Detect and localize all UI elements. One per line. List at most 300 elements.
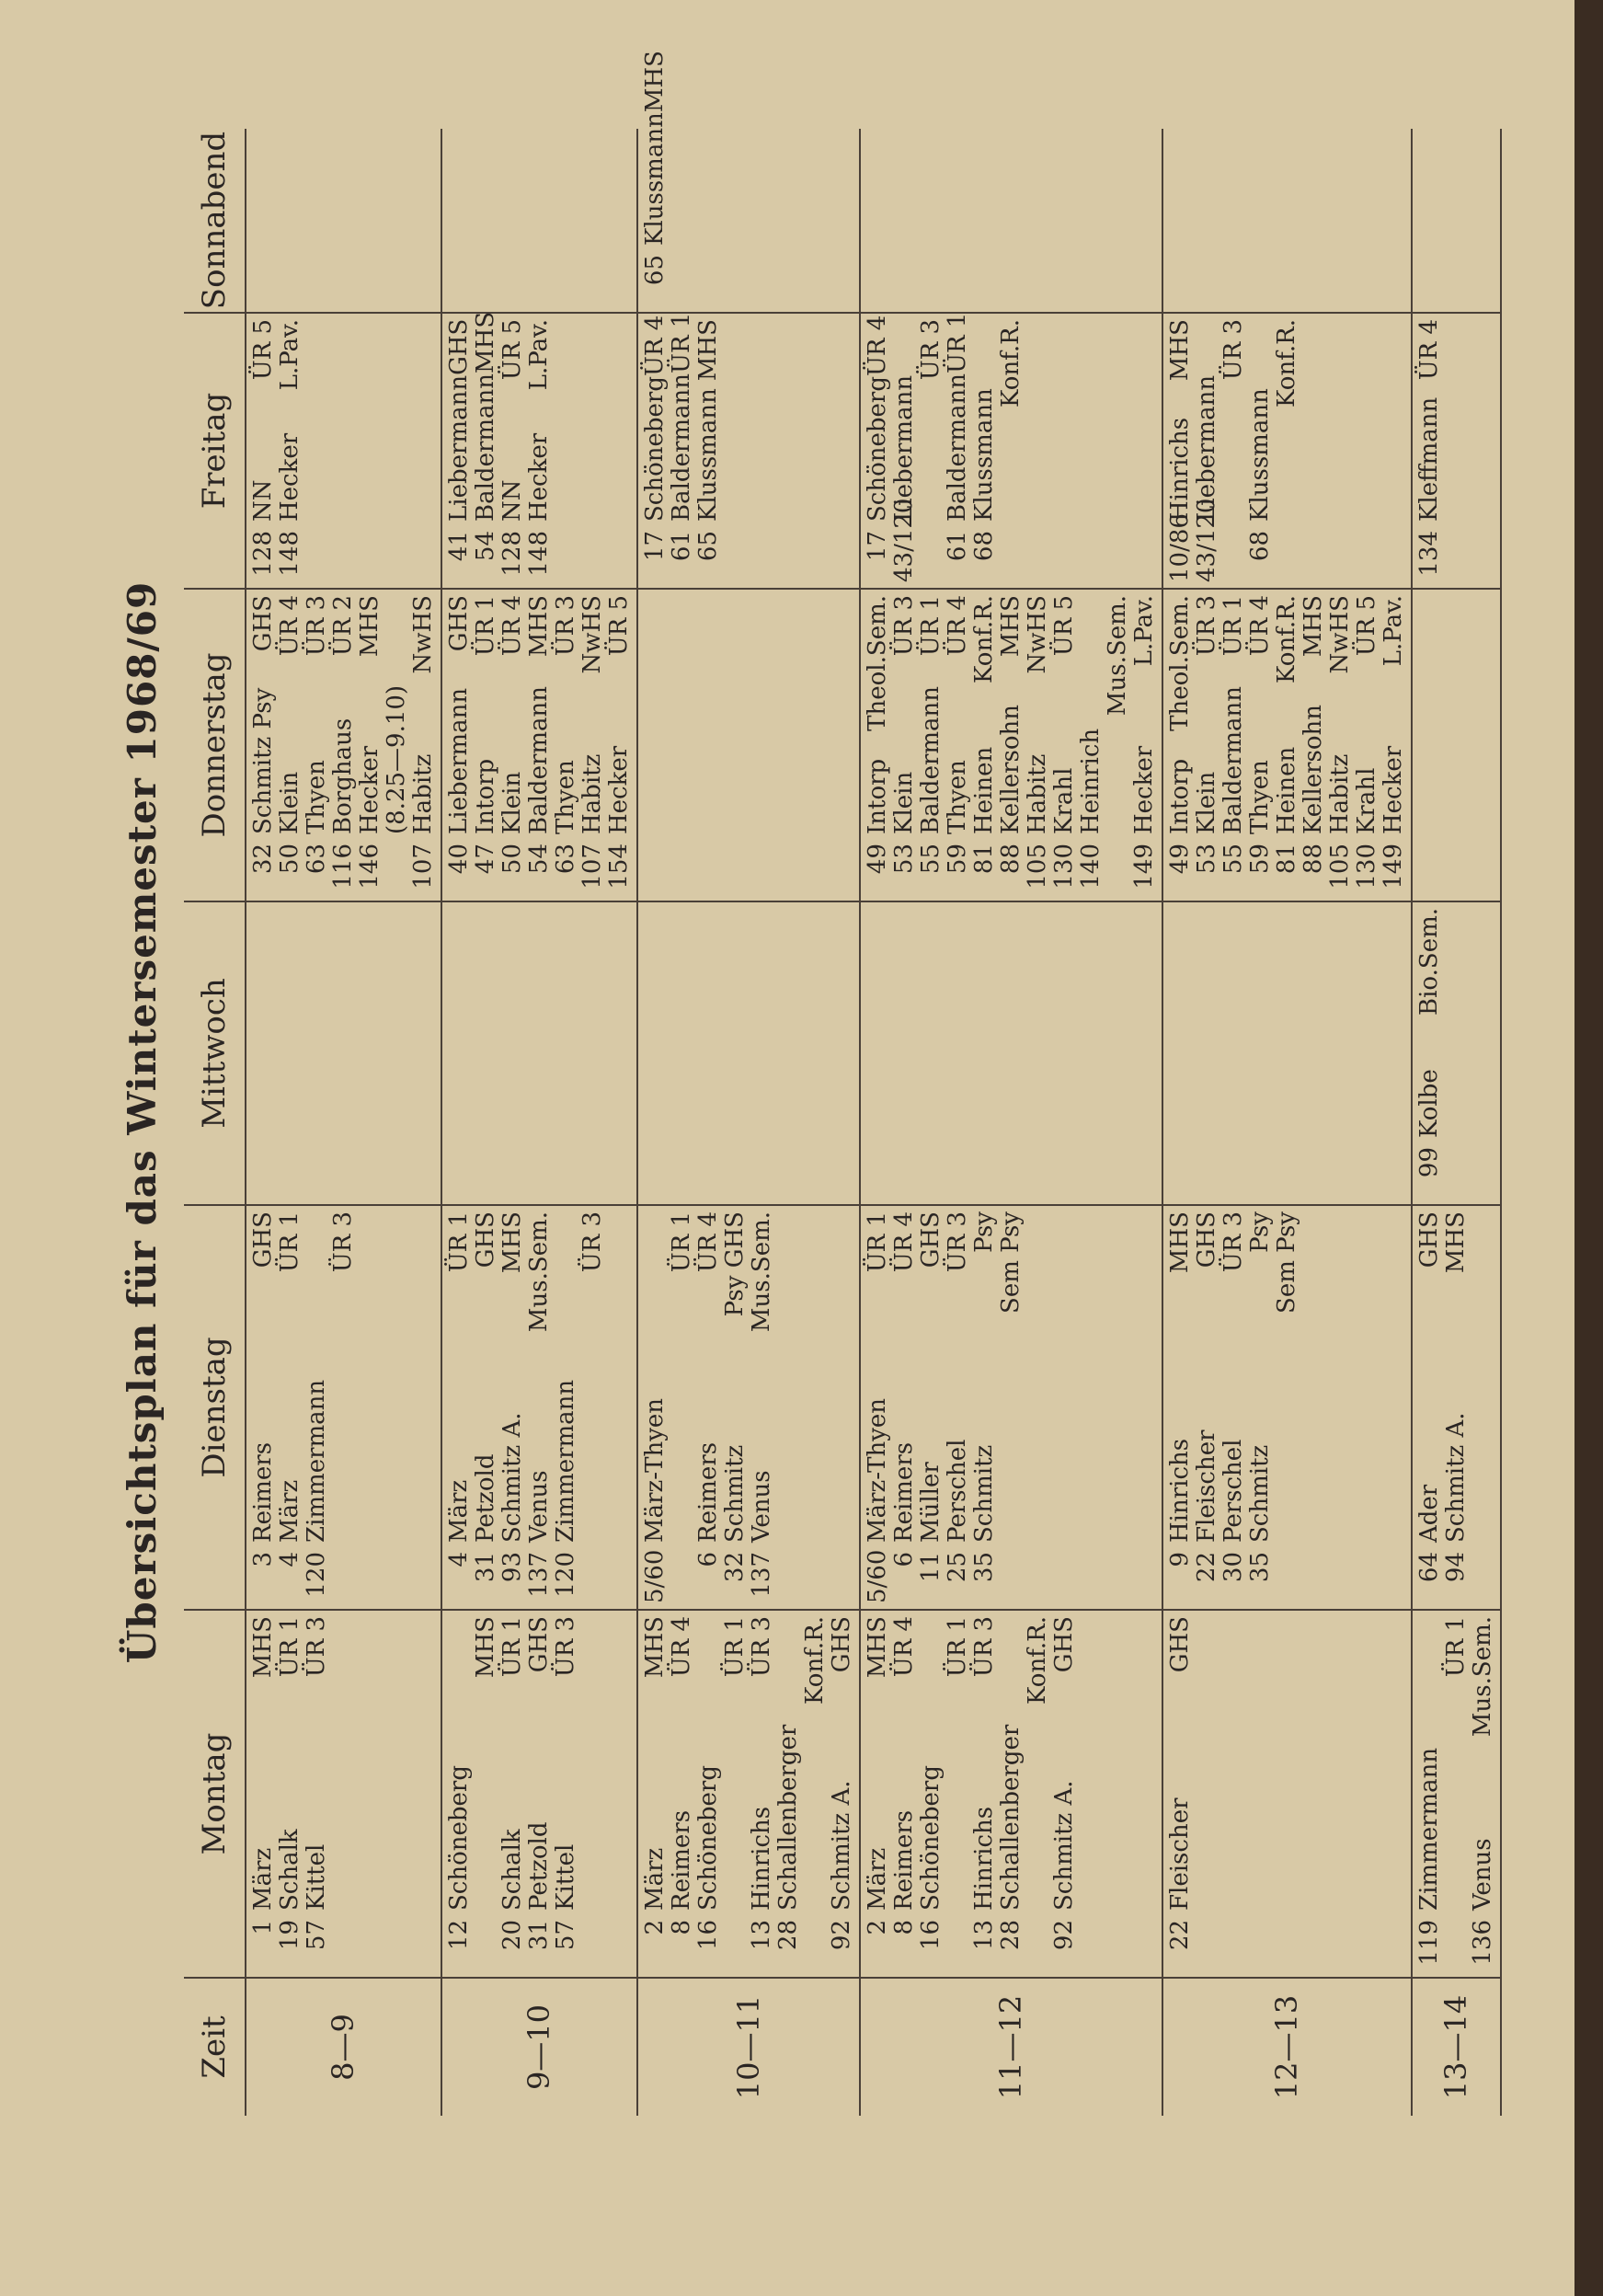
course-number: 11 [917,1552,945,1583]
lecturer-name: Schalk [276,1829,303,1911]
timeslot-row [441,129,637,2116]
room-label: MHS [472,1616,499,1679]
course-entry [864,1616,891,1971]
room-label: Konf.R. [970,595,998,683]
room-label: Konf.R. [1024,1616,1051,1705]
course-number: 5/60 [864,1549,891,1603]
course-number: 68 [970,531,998,562]
course-entry [1247,319,1274,582]
lecturer-name: Schallenberger [774,1724,802,1911]
course-number: 20 [498,1920,526,1951]
course-number: 57 [303,1920,330,1951]
lecturer-name: Fleischer [1166,1797,1194,1911]
lecturer-name: Perschel [1219,1439,1247,1543]
lecturer-name: Hinrichs [748,1806,775,1911]
course-entry [695,319,722,582]
lecturer-name: Zimmermann [552,1379,579,1543]
course-entry [971,1211,998,1603]
course-entry [250,1616,277,1971]
course-entry [891,1616,918,1971]
course-entry [1354,595,1380,895]
lecturer-name [669,1272,695,1543]
course-number: 31 [525,1920,553,1951]
lecturer-name: Schmitz [721,1444,749,1543]
course-entry [775,1616,802,1971]
course-entry [1274,319,1300,582]
course-number: 49 [864,844,891,875]
course-entry [918,595,945,895]
course-number: 149 [1130,844,1158,890]
course-number: 1 [249,1920,277,1935]
room-label: GHS [472,1211,499,1269]
course-number: 50 [276,844,303,875]
course-entry [1247,595,1274,895]
course-number: 149 [1380,844,1407,890]
room-label: ÜR 4 [694,1211,722,1273]
course-entry [277,595,303,895]
course-number: 148 [525,531,553,577]
room-label: L.Pav. [525,319,553,391]
lecturer-name: März [276,1479,303,1543]
lecturer-name: Hecker [525,432,553,522]
course-entry [330,1211,357,1603]
lecturer-name: Zimmermann [303,1379,330,1543]
course-entry [642,1616,669,1971]
lecturer-name [945,1677,971,1911]
course-entry [1470,1616,1496,1971]
course-entry [277,319,303,582]
room-label: ÜR 3 [552,595,579,657]
course-entry [802,1616,829,1971]
room-label: ÜR 3 [303,595,330,657]
room-label: GHS [525,1616,553,1673]
course-entry [1416,908,1443,1199]
room-label: ÜR 1 [1442,1616,1470,1678]
course-number: 61 [668,531,695,562]
course-number: 16 [694,1920,722,1951]
lecturer-name: Liebermann [445,687,473,834]
room-label: Konf.R. [1273,319,1300,408]
room-label: MHS [694,319,722,382]
lecturer-name: Krahl [1050,767,1078,834]
room-label: ÜR 1 [445,1211,473,1273]
course-number [1443,1911,1470,1971]
course-entry [606,595,633,895]
lecturer-name: Liebermann [1193,374,1220,522]
room-label: MHS [641,1616,669,1679]
course-number: 6 [890,1552,918,1567]
course-number: 137 [525,1552,553,1598]
course-entry [499,1616,526,1971]
course-number [1274,522,1300,582]
lecturer-name: NN [498,479,526,522]
room-label: ÜR 5 [605,595,633,657]
lecturer-name: Baldermann [525,685,553,834]
room-label: GHS [445,318,473,375]
lecturer-name: Reimers [694,1441,722,1543]
room-label: ÜR 3 [970,1616,998,1678]
course-number: 13 [748,1920,775,1951]
timeslot-label: 10—11 [637,1978,860,2116]
room-label: Psy [970,1211,998,1253]
lecturer-name: Klussmann [641,112,669,246]
header-montag: Montag [184,1610,246,1978]
room-label: ÜR 4 [1415,319,1443,381]
course-entry [410,595,437,895]
header-row [184,129,246,2116]
cell-sonnabend [246,129,441,313]
course-number: 116 [329,844,357,890]
course-entry [669,1616,695,1971]
course-entry [526,1211,553,1603]
room-label: Konf.R. [801,1616,829,1705]
lecturer-name [918,380,945,522]
lecturer-name: Hecker [276,432,303,522]
room-label: ÜR 3 [329,1211,357,1273]
room-label: ÜR 1 [498,1616,526,1678]
room-label: ÜR 4 [944,595,971,657]
course-number: 81 [970,844,998,875]
course-entry [553,1616,579,1971]
timeslot-row [1412,129,1501,2116]
course-number: 30 [1219,1552,1247,1583]
lecturer-name: Liebermann [445,374,473,522]
room-label: ÜR 4 [890,1616,918,1678]
cell-dienstag [637,1205,860,1610]
room-label: ÜR 1 [944,1616,971,1678]
cell-sonnabend [1162,129,1412,313]
course-entry [1220,1211,1247,1603]
course-number: 32 [721,1552,749,1583]
room-label: L.Pav. [276,319,303,391]
lecturer-name: Klein [1193,771,1220,834]
course-number: 55 [917,844,945,875]
lecturer-name: Heinen [970,746,998,834]
course-number: 88 [1300,844,1327,875]
timeslot-row [246,129,441,2116]
lecturer-name: Intorp [1166,758,1194,834]
course-number: 22 [1193,1552,1220,1583]
room-label: Theol.Sem. [864,595,891,731]
course-entry [250,595,277,895]
lecturer-name: Zimmermann [1415,1747,1443,1911]
course-entry [499,319,526,582]
cell-mittwoch [1412,901,1501,1205]
course-number: 19 [276,1920,303,1951]
course-entry [1105,595,1131,895]
room-label: MHS [1442,1211,1470,1274]
course-entry [641,315,669,582]
course-entry [1220,319,1247,582]
lecturer-name: Schöneberg [917,1764,945,1911]
course-number: 8 [668,1920,695,1935]
course-number: 68 [1246,531,1274,562]
course-entry [303,595,330,895]
timeslot-row [637,129,860,2116]
course-entry [446,1211,473,1603]
course-entry [473,595,499,895]
course-number: 130 [1050,844,1078,890]
room-label: ÜR 2 [329,595,357,657]
course-entry [1051,1616,1078,1971]
course-entry [971,595,998,895]
course-entry [668,312,695,582]
lecturer-name: Borghaus [329,718,357,834]
room-label: L.Pav. [1380,595,1407,667]
cell-dienstag [1412,1205,1501,1610]
course-number [1105,834,1131,895]
lecturer-name: Thyen [303,760,330,834]
room-label: MHS [525,595,553,658]
course-number: 10/86 [1166,513,1194,582]
lecturer-name [473,1678,499,1911]
room-label: Mus.Sem. [1469,1616,1496,1738]
course-entry [1443,1211,1470,1603]
room-label: GHS [1050,1616,1078,1673]
lecturer-name: Kittel [303,1843,330,1911]
course-number [945,1911,971,1971]
room-label: MHS [864,1616,891,1679]
lecturer-name: Baldermann [944,373,971,522]
cell-dienstag [246,1205,441,1610]
course-number [1025,1911,1051,1971]
course-entry [695,1616,722,1971]
course-entry [1194,1211,1220,1603]
course-entry [891,319,918,582]
cell-sonnabend [860,129,1162,313]
lecturer-name: Schmitz [1246,1444,1274,1543]
cell-freitag [637,313,860,589]
course-number: 2 [864,1920,891,1935]
course-number: 119 [1415,1920,1443,1966]
lecturer-name: Thyen [552,760,579,834]
room-label: ÜR 4 [864,315,891,376]
course-number: 41 [445,531,473,562]
room-label: GHS [445,595,473,652]
room-label: ÜR 4 [1246,595,1274,657]
lecturer-name [998,408,1025,522]
course-number: 92 [828,1920,855,1951]
cell-donnerstag [441,589,637,901]
room-label: ÜR 5 [1050,595,1078,657]
lecturer-name: März-Thyen [864,1397,891,1543]
timeslot-label: 8—9 [246,1978,441,2116]
course-number: 146 [356,844,384,890]
lecturer-name: Intorp [864,758,891,834]
course-entry [998,319,1025,582]
room-label: Sem Psy [997,1211,1025,1314]
lecturer-name: Hecker [605,745,633,834]
course-number: 93 [498,1552,526,1583]
room-label: ÜR 3 [944,1211,971,1273]
room-label: ÜR 4 [641,315,669,376]
course-entry [579,1211,606,1603]
course-number: 107 [578,844,606,890]
timeslot-row [860,129,1162,2116]
lecturer-name: Hinrichs [1166,1438,1194,1543]
lecturer-name: Venus [748,1470,775,1543]
lecturer-name: Baldermann [917,685,945,834]
course-entry [1078,595,1105,895]
lecturer-name: Hecker [1130,745,1158,834]
course-number: 81 [1273,844,1300,875]
course-entry [944,312,971,582]
course-entry [864,1211,891,1603]
lecturer-name: Venus [1469,1838,1496,1911]
course-number: 17 [641,531,669,562]
course-entry [971,1616,998,1971]
cell-donnerstag [1162,589,1412,901]
lecturer-name: Thyen [1246,760,1274,834]
lecturer-name: Venus [525,1470,553,1543]
course-number: 17 [864,531,891,562]
lecturer-name: (8.25—9.10) [383,684,410,834]
course-number: 6 [694,1552,722,1567]
room-label: MHS [356,595,384,658]
room-label: ÜR 5 [249,319,277,381]
course-number: 55 [1219,844,1247,875]
room-label: MHS [1166,319,1194,382]
cell-montag [637,1610,860,1978]
course-entry [891,1211,918,1603]
lecturer-name: Petzold [525,1821,553,1911]
room-label: ÜR 3 [890,595,918,657]
course-entry [1327,595,1354,895]
cell-sonnabend [441,129,637,313]
course-entry [695,1211,722,1603]
lecturer-name: Reimers [668,1809,695,1911]
room-label: ÜR 4 [668,1616,695,1678]
room-label: NwHS [578,595,606,674]
cell-dienstag [441,1205,637,1610]
course-entry [446,595,473,895]
lecturer-name [330,1272,357,1543]
course-entry [526,319,553,582]
course-entry [384,595,410,895]
lecturer-name [1025,1705,1051,1911]
course-number: 92 [1050,1920,1078,1951]
lecturer-name [1443,1677,1470,1911]
lecturer-name: Schöneberg [694,1764,722,1911]
lecturer-name [1274,408,1300,522]
lecturer-name: Kellersohn [997,704,1025,834]
course-entry [918,1211,945,1603]
course-entry [277,1616,303,1971]
lecturer-name: Habitz [1024,753,1051,834]
lecturer-name: Perschel [944,1439,971,1543]
course-number: 35 [1246,1552,1274,1583]
course-number: 47 [472,844,499,875]
course-number: 25 [944,1552,971,1583]
room-label: ÜR 3 [1219,319,1247,381]
lecturer-name [802,1705,829,1911]
course-number: 88 [997,844,1025,875]
lecturer-name: Baldermann [1219,685,1247,834]
course-number: 65 [694,531,722,562]
header-donnerstag: Donnerstag [184,589,246,901]
course-number: 120 [552,1552,579,1598]
lecturer-name: Fleischer [1193,1429,1220,1543]
room-label: Psy [1246,1211,1274,1253]
lecturer-name: Kolbe [1415,1069,1443,1138]
lecturer-name [1220,380,1247,522]
lecturer-name [1274,1314,1300,1543]
room-label: ÜR 1 [1219,595,1247,657]
course-number: 134 [1415,531,1443,577]
course-entry [1247,1211,1274,1603]
course-entry [526,1616,553,1971]
room-label: MHS [641,51,669,113]
course-entry [998,1616,1025,1971]
lecturer-name: Habitz [409,753,437,834]
course-entry [303,1616,330,1971]
course-entry [330,595,357,895]
course-entry [446,319,473,582]
cell-montag [246,1610,441,1978]
room-label: GHS [917,1211,945,1269]
course-entry [579,595,606,895]
course-number: 57 [552,1920,579,1951]
room-label: MHS [472,311,499,373]
course-number: 43/120 [1193,498,1220,582]
course-number: 2 [641,1920,669,1935]
course-number: 105 [1024,844,1051,890]
cell-sonnabend [1412,129,1501,313]
cell-dienstag [860,1205,1162,1610]
course-entry [499,595,526,895]
lecturer-name: März-Thyen [641,1397,669,1543]
lecturer-name: Müller [917,1462,945,1543]
room-label: GHS [1415,1211,1443,1269]
lecturer-name: Habitz [1326,753,1354,834]
room-label: MHS [1166,1211,1194,1274]
lecturer-name: Klussmann [694,388,722,522]
course-entry [357,595,384,895]
course-number: 28 [997,1920,1025,1951]
course-number: 49 [1166,844,1194,875]
lecturer-name: Schmitz A. [1442,1412,1470,1543]
course-entry [1300,595,1327,895]
course-entry [945,595,971,895]
cell-mittwoch [637,901,860,1205]
course-entry [1416,1211,1443,1603]
lecturer-name: NN [249,479,277,522]
course-number: 63 [552,844,579,875]
course-number: 54 [525,844,553,875]
cell-montag [1412,1610,1501,1978]
room-label: GHS [1193,1211,1220,1269]
course-number: 5/60 [641,1549,669,1603]
course-entry [1167,1211,1194,1603]
course-number: 136 [1469,1920,1496,1966]
course-number: 65 [641,255,669,286]
course-entry [864,595,891,895]
lecturer-name: Klein [890,771,918,834]
room-label: Psy GHS [721,1211,749,1317]
room-label: L.Pav. [1130,595,1158,667]
course-entry [473,1211,499,1603]
course-entry [1051,595,1078,895]
lecturer-name: Petzold [472,1453,499,1543]
course-entry [829,1616,855,1971]
course-entry [1131,595,1158,895]
room-label: Sem Psy [1273,1211,1300,1314]
lecturer-name [722,1677,749,1911]
course-entry [998,1211,1025,1603]
room-label: ÜR 3 [917,319,945,381]
room-label: ÜR 3 [1193,595,1220,657]
rotated-timetable [120,51,1563,2116]
